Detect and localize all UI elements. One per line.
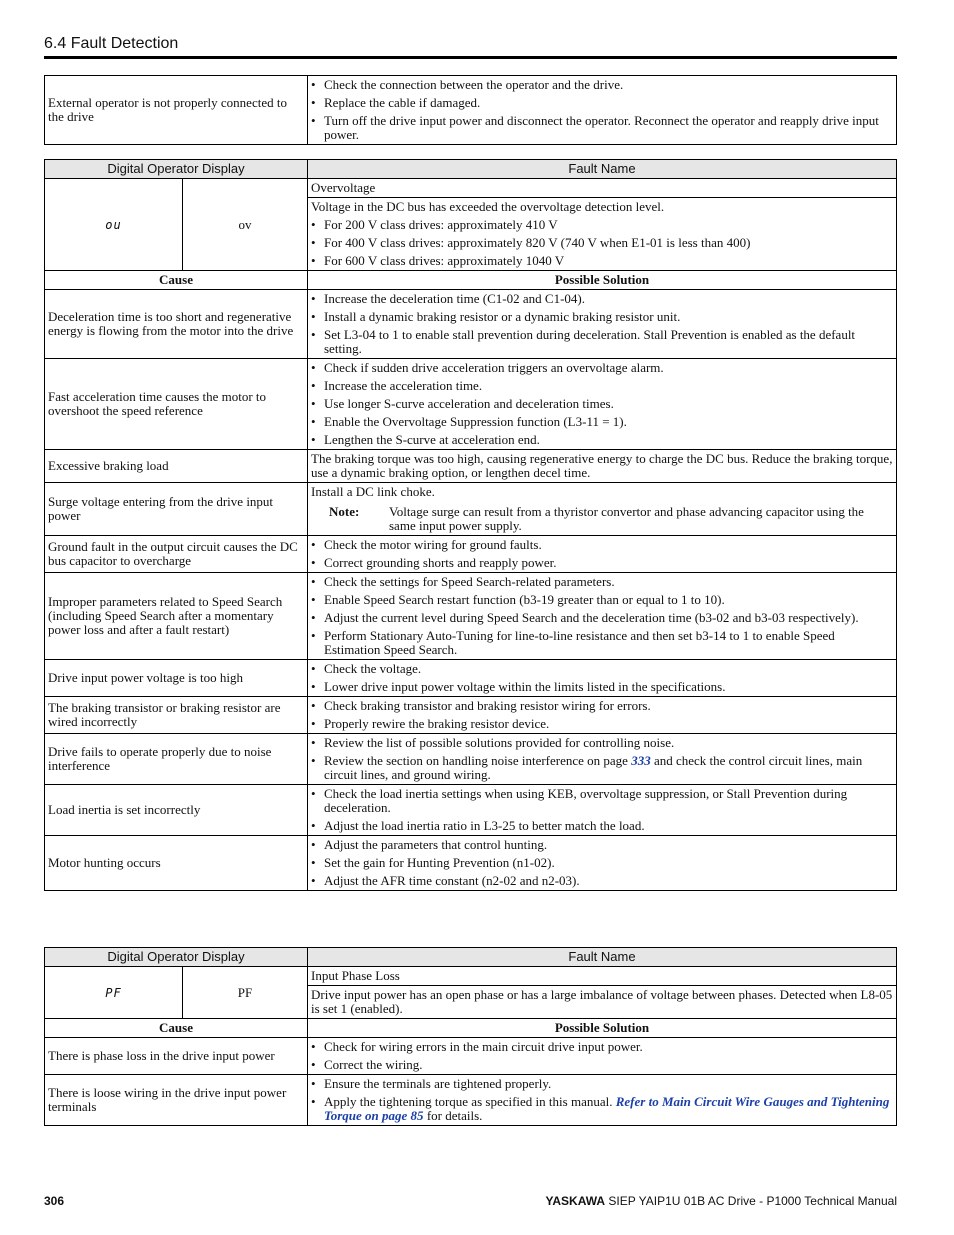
table-row bbox=[45, 290, 897, 359]
solution-cell bbox=[308, 290, 897, 359]
cause-header: Cause bbox=[45, 1019, 308, 1038]
list-item: • Lengthen the S-curve at acceleration end. bbox=[311, 433, 893, 447]
table-row bbox=[45, 660, 897, 697]
fault-code: ov bbox=[183, 179, 308, 271]
header-digital-operator-display: Digital Operator Display bbox=[45, 948, 308, 967]
section-title: 6.4 Fault Detection bbox=[44, 35, 179, 52]
list-item: • Set the gain for Hunting Prevention (n1-02). bbox=[311, 856, 893, 870]
table-row bbox=[45, 734, 897, 785]
solution-cell: Install a DC link choke. Note: Voltage surge can result from a thyristor convertor and phase advancing capacitor using the same input power supply. bbox=[308, 483, 897, 536]
table-row bbox=[45, 76, 897, 145]
solution-cell bbox=[308, 76, 897, 145]
solution-cell bbox=[308, 359, 897, 450]
list-item: • Check the load inertia settings when using KEB, overvoltage suppression, or Stall Prevention during deceleration. bbox=[311, 787, 893, 815]
list-item: • Check the connection between the operator and the drive. bbox=[311, 78, 893, 92]
list-item: • Enable Speed Search restart function (b3-19 greater than or equal to 1 to 10). bbox=[311, 593, 893, 607]
fault-description: Drive input power has an open phase or has a large imbalance of voltage between phases. Detected when L8-05 is set 1 (enabled). bbox=[308, 986, 897, 1019]
header-digital-operator-display: Digital Operator Display bbox=[45, 160, 308, 179]
page-header bbox=[44, 34, 897, 59]
solution-cell bbox=[308, 536, 897, 573]
fault-name: Overvoltage bbox=[308, 179, 897, 198]
page-link-85[interactable]: Refer to Main Circuit Wire Gauges and Tightening Torque on page 85 bbox=[324, 1094, 890, 1123]
list-item: • Check if sudden drive acceleration triggers an overvoltage alarm. bbox=[311, 361, 893, 375]
fault-code: PF bbox=[183, 967, 308, 1019]
cause-cell: Surge voltage entering from the drive input power bbox=[45, 483, 308, 536]
list-item: • Check the settings for Speed Search-related parameters. bbox=[311, 575, 893, 589]
solution-header: Possible Solution bbox=[308, 1019, 897, 1038]
cause-cell: Fast acceleration time causes the motor to overshoot the speed reference bbox=[45, 359, 308, 450]
solution-cell bbox=[308, 1075, 897, 1126]
list-item: • Correct grounding shorts and reapply power. bbox=[311, 556, 893, 570]
list-item: • Replace the cable if damaged. bbox=[311, 96, 893, 110]
operator-display-glyph: ou bbox=[45, 179, 183, 271]
list-item: • Adjust the parameters that control hunting. bbox=[311, 838, 893, 852]
solution-cell bbox=[308, 1038, 897, 1075]
list-item: • For 400 V class drives: approximately 820 V (740 V when E1-01 is less than 400) bbox=[311, 236, 893, 250]
fault-table-ov bbox=[44, 159, 897, 891]
solution-cell bbox=[308, 660, 897, 697]
solution-cell: The braking torque was too high, causing regenerative energy to charge the DC bus. Reduce the braking torque, use a dynamic braking option, or lengthen decel time. bbox=[308, 450, 897, 483]
solution-header: Possible Solution bbox=[308, 271, 897, 290]
list-item: • Adjust the AFR time constant (n2-02 and n2-03). bbox=[311, 874, 893, 888]
list-item: • Turn off the drive input power and disconnect the operator. Reconnect the operator and reapply drive input power. bbox=[311, 114, 893, 142]
list-item: • Correct the wiring. bbox=[311, 1058, 893, 1072]
fault-name: Input Phase Loss bbox=[308, 967, 897, 986]
list-item: • Review the section on handling noise interference on page 333 and check the control circuit lines, main circuit lines, and ground wiring. bbox=[311, 754, 893, 782]
list-item: • Lower drive input power voltage within the limits listed in the specifications. bbox=[311, 680, 893, 694]
cause-cell: Motor hunting occurs bbox=[45, 836, 308, 891]
header-fault-name: Fault Name bbox=[308, 948, 897, 967]
brand-name: YASKAWA bbox=[545, 1194, 606, 1208]
cause-cell: Ground fault in the output circuit causes the DC bus capacitor to overcharge bbox=[45, 536, 308, 573]
note-text: Voltage surge can result from a thyristor convertor and phase advancing capacitor using the same input power supply. bbox=[389, 504, 864, 533]
list-item: • Ensure the terminals are tightened properly. bbox=[311, 1077, 893, 1091]
cause-header: Cause bbox=[45, 271, 308, 290]
fault-description: Voltage in the DC bus has exceeded the overvoltage detection level. • For 200 V class drives: approximately 410 V • For 400 V class drives: approximately 820 V (740 V when E1-01 is less than 400) • For 600 V class drives: approximately 1040 V bbox=[308, 198, 897, 271]
table-row bbox=[45, 1038, 897, 1075]
list-item: • Check for wiring errors in the main circuit drive input power. bbox=[311, 1040, 893, 1054]
cause-cell: There is phase loss in the drive input power bbox=[45, 1038, 308, 1075]
table-row bbox=[45, 483, 897, 536]
list-item: • Review the list of possible solutions provided for controlling noise. bbox=[311, 736, 893, 750]
manual-title: YASKAWA SIEP YAIP1U 01B AC Drive - P1000 Technical Manual bbox=[545, 1194, 897, 1208]
solution-cell bbox=[308, 697, 897, 734]
list-item: • Install a dynamic braking resistor or a dynamic braking resistor unit. bbox=[311, 310, 893, 324]
list-item: • Increase the acceleration time. bbox=[311, 379, 893, 393]
solution-cell bbox=[308, 734, 897, 785]
cause-cell: Drive fails to operate properly due to noise interference bbox=[45, 734, 308, 785]
table-row bbox=[45, 1075, 897, 1126]
page-number: 306 bbox=[44, 1194, 65, 1208]
header-fault-name: Fault Name bbox=[308, 160, 897, 179]
list-item: • Enable the Overvoltage Suppression function (L3-11 = 1). bbox=[311, 415, 893, 429]
list-item: • Check the motor wiring for ground faults. bbox=[311, 538, 893, 552]
cause-cell: Deceleration time is too short and regenerative energy is flowing from the motor into the drive bbox=[45, 290, 308, 359]
fault-table-pf bbox=[44, 947, 897, 1126]
solution-cell bbox=[308, 785, 897, 836]
table-row bbox=[45, 450, 897, 483]
list-item: • Set L3-04 to 1 to enable stall prevention during deceleration. Stall Prevention is enabled as the default setting. bbox=[311, 328, 893, 356]
note bbox=[311, 505, 893, 533]
table-row bbox=[45, 697, 897, 734]
table-row bbox=[45, 836, 897, 891]
cause-cell: Excessive braking load bbox=[45, 450, 308, 483]
cause-cell: The braking transistor or braking resistor are wired incorrectly bbox=[45, 697, 308, 734]
list-item: • Adjust the load inertia ratio in L3-25 to better match the load. bbox=[311, 819, 893, 833]
operator-display-glyph: PF bbox=[45, 967, 183, 1019]
table-row bbox=[45, 359, 897, 450]
table-row bbox=[45, 573, 897, 660]
list-item: • Use longer S-curve acceleration and deceleration times. bbox=[311, 397, 893, 411]
table-row bbox=[45, 785, 897, 836]
note-label: Note: bbox=[329, 504, 360, 519]
fault-table-continued bbox=[44, 75, 897, 145]
list-item: • Adjust the current level during Speed Search and the deceleration time (b3-02 and b3-03 respectively). bbox=[311, 611, 893, 625]
cause-cell: Load inertia is set incorrectly bbox=[45, 785, 308, 836]
cause-cell: Drive input power voltage is too high bbox=[45, 660, 308, 697]
list-item: • Apply the tightening torque as specified in this manual. Refer to Main Circuit Wire Gauges and Tightening Torque on page 85 for details. bbox=[311, 1095, 893, 1123]
cause-cell: External operator is not properly connected to the drive bbox=[45, 76, 308, 145]
list-item: • For 200 V class drives: approximately 410 V bbox=[311, 218, 893, 232]
solution-cell bbox=[308, 573, 897, 660]
list-item: • Perform Stationary Auto-Tuning for line-to-line resistance and then set b3-14 to 1 to enable Speed Estimation Speed Search. bbox=[311, 629, 893, 657]
list-item: • Check the voltage. bbox=[311, 662, 893, 676]
page-link-333[interactable]: 333 bbox=[631, 753, 651, 768]
solution-cell bbox=[308, 836, 897, 891]
list-item: • Properly rewire the braking resistor device. bbox=[311, 717, 893, 731]
cause-cell: There is loose wiring in the drive input power terminals bbox=[45, 1075, 308, 1126]
table-row bbox=[45, 536, 897, 573]
list-item: • For 600 V class drives: approximately 1040 V bbox=[311, 254, 893, 268]
list-item: • Check braking transistor and braking resistor wiring for errors. bbox=[311, 699, 893, 713]
list-item: • Increase the deceleration time (C1-02 and C1-04). bbox=[311, 292, 893, 306]
cause-cell: Improper parameters related to Speed Search (including Speed Search after a momentary power loss and after a fault restart) bbox=[45, 573, 308, 660]
